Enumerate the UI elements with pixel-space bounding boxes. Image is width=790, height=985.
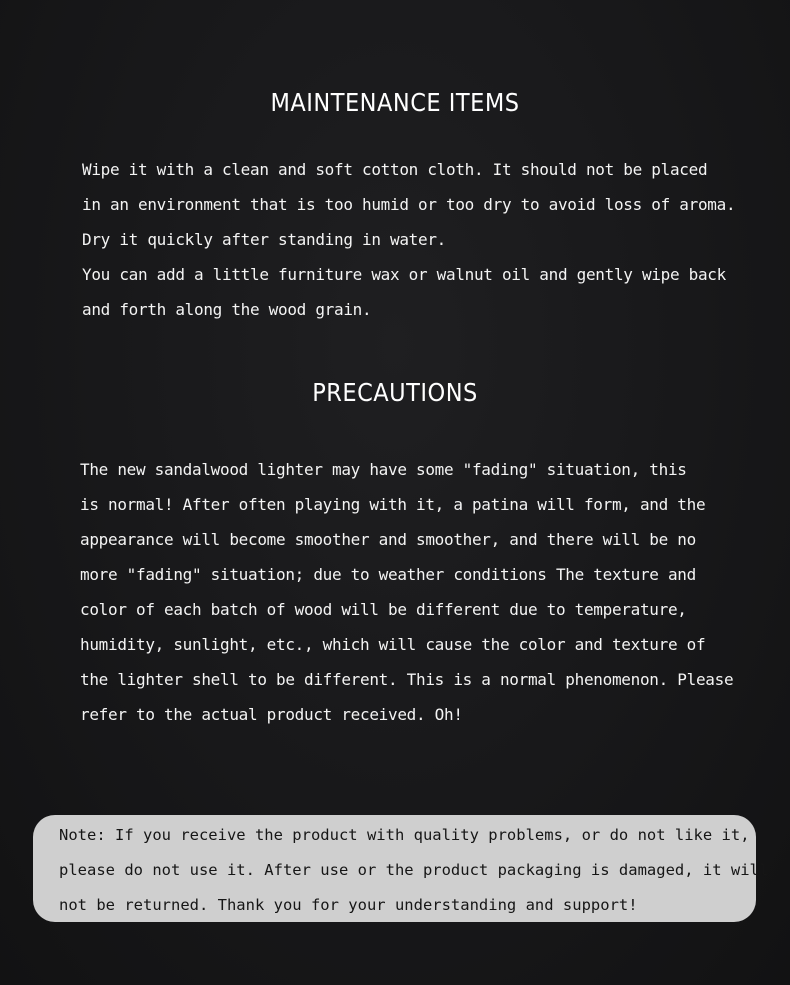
- precautions-line: appearance will become smoother and smoother, and there will be no: [80, 530, 696, 549]
- precautions-line: more "fading" situation; due to weather conditions The texture and: [80, 565, 696, 584]
- precautions-line: refer to the actual product received. Oh!: [80, 705, 463, 724]
- precautions-heading: PRECAUTIONS: [312, 378, 478, 407]
- note-line: please do not use it. After use or the product packaging is damaged, it will: [59, 861, 769, 879]
- note-line: Note: If you receive the product with quality problems, or do not like it,: [59, 826, 750, 844]
- maintenance-line: You can add a little furniture wax or walnut oil and gently wipe back: [82, 265, 726, 284]
- maintenance-line: Wipe it with a clean and soft cotton cloth. It should not be placed: [82, 160, 708, 179]
- precautions-line: humidity, sunlight, etc., which will cause the color and texture of: [80, 635, 706, 654]
- maintenance-line: Dry it quickly after standing in water.: [82, 230, 446, 249]
- maintenance-text: [82, 152, 735, 327]
- note-text: [59, 818, 768, 923]
- maintenance-line: and forth along the wood grain.: [82, 300, 372, 319]
- precautions-line: color of each batch of wood will be different due to temperature,: [80, 600, 687, 619]
- precautions-line: is normal! After often playing with it, a patina will form, and the: [80, 495, 706, 514]
- note-line: not be returned. Thank you for your understanding and support!: [59, 896, 638, 914]
- maintenance-line: in an environment that is too humid or too dry to avoid loss of aroma.: [82, 195, 736, 214]
- note-box: [33, 815, 769, 922]
- precautions-text: [80, 452, 733, 732]
- precautions-line: the lighter shell to be different. This is a normal phenomenon. Please: [80, 670, 734, 689]
- precautions-line: The new sandalwood lighter may have some "fading" situation, this: [80, 460, 687, 479]
- maintenance-heading: MAINTENANCE ITEMS: [270, 88, 520, 117]
